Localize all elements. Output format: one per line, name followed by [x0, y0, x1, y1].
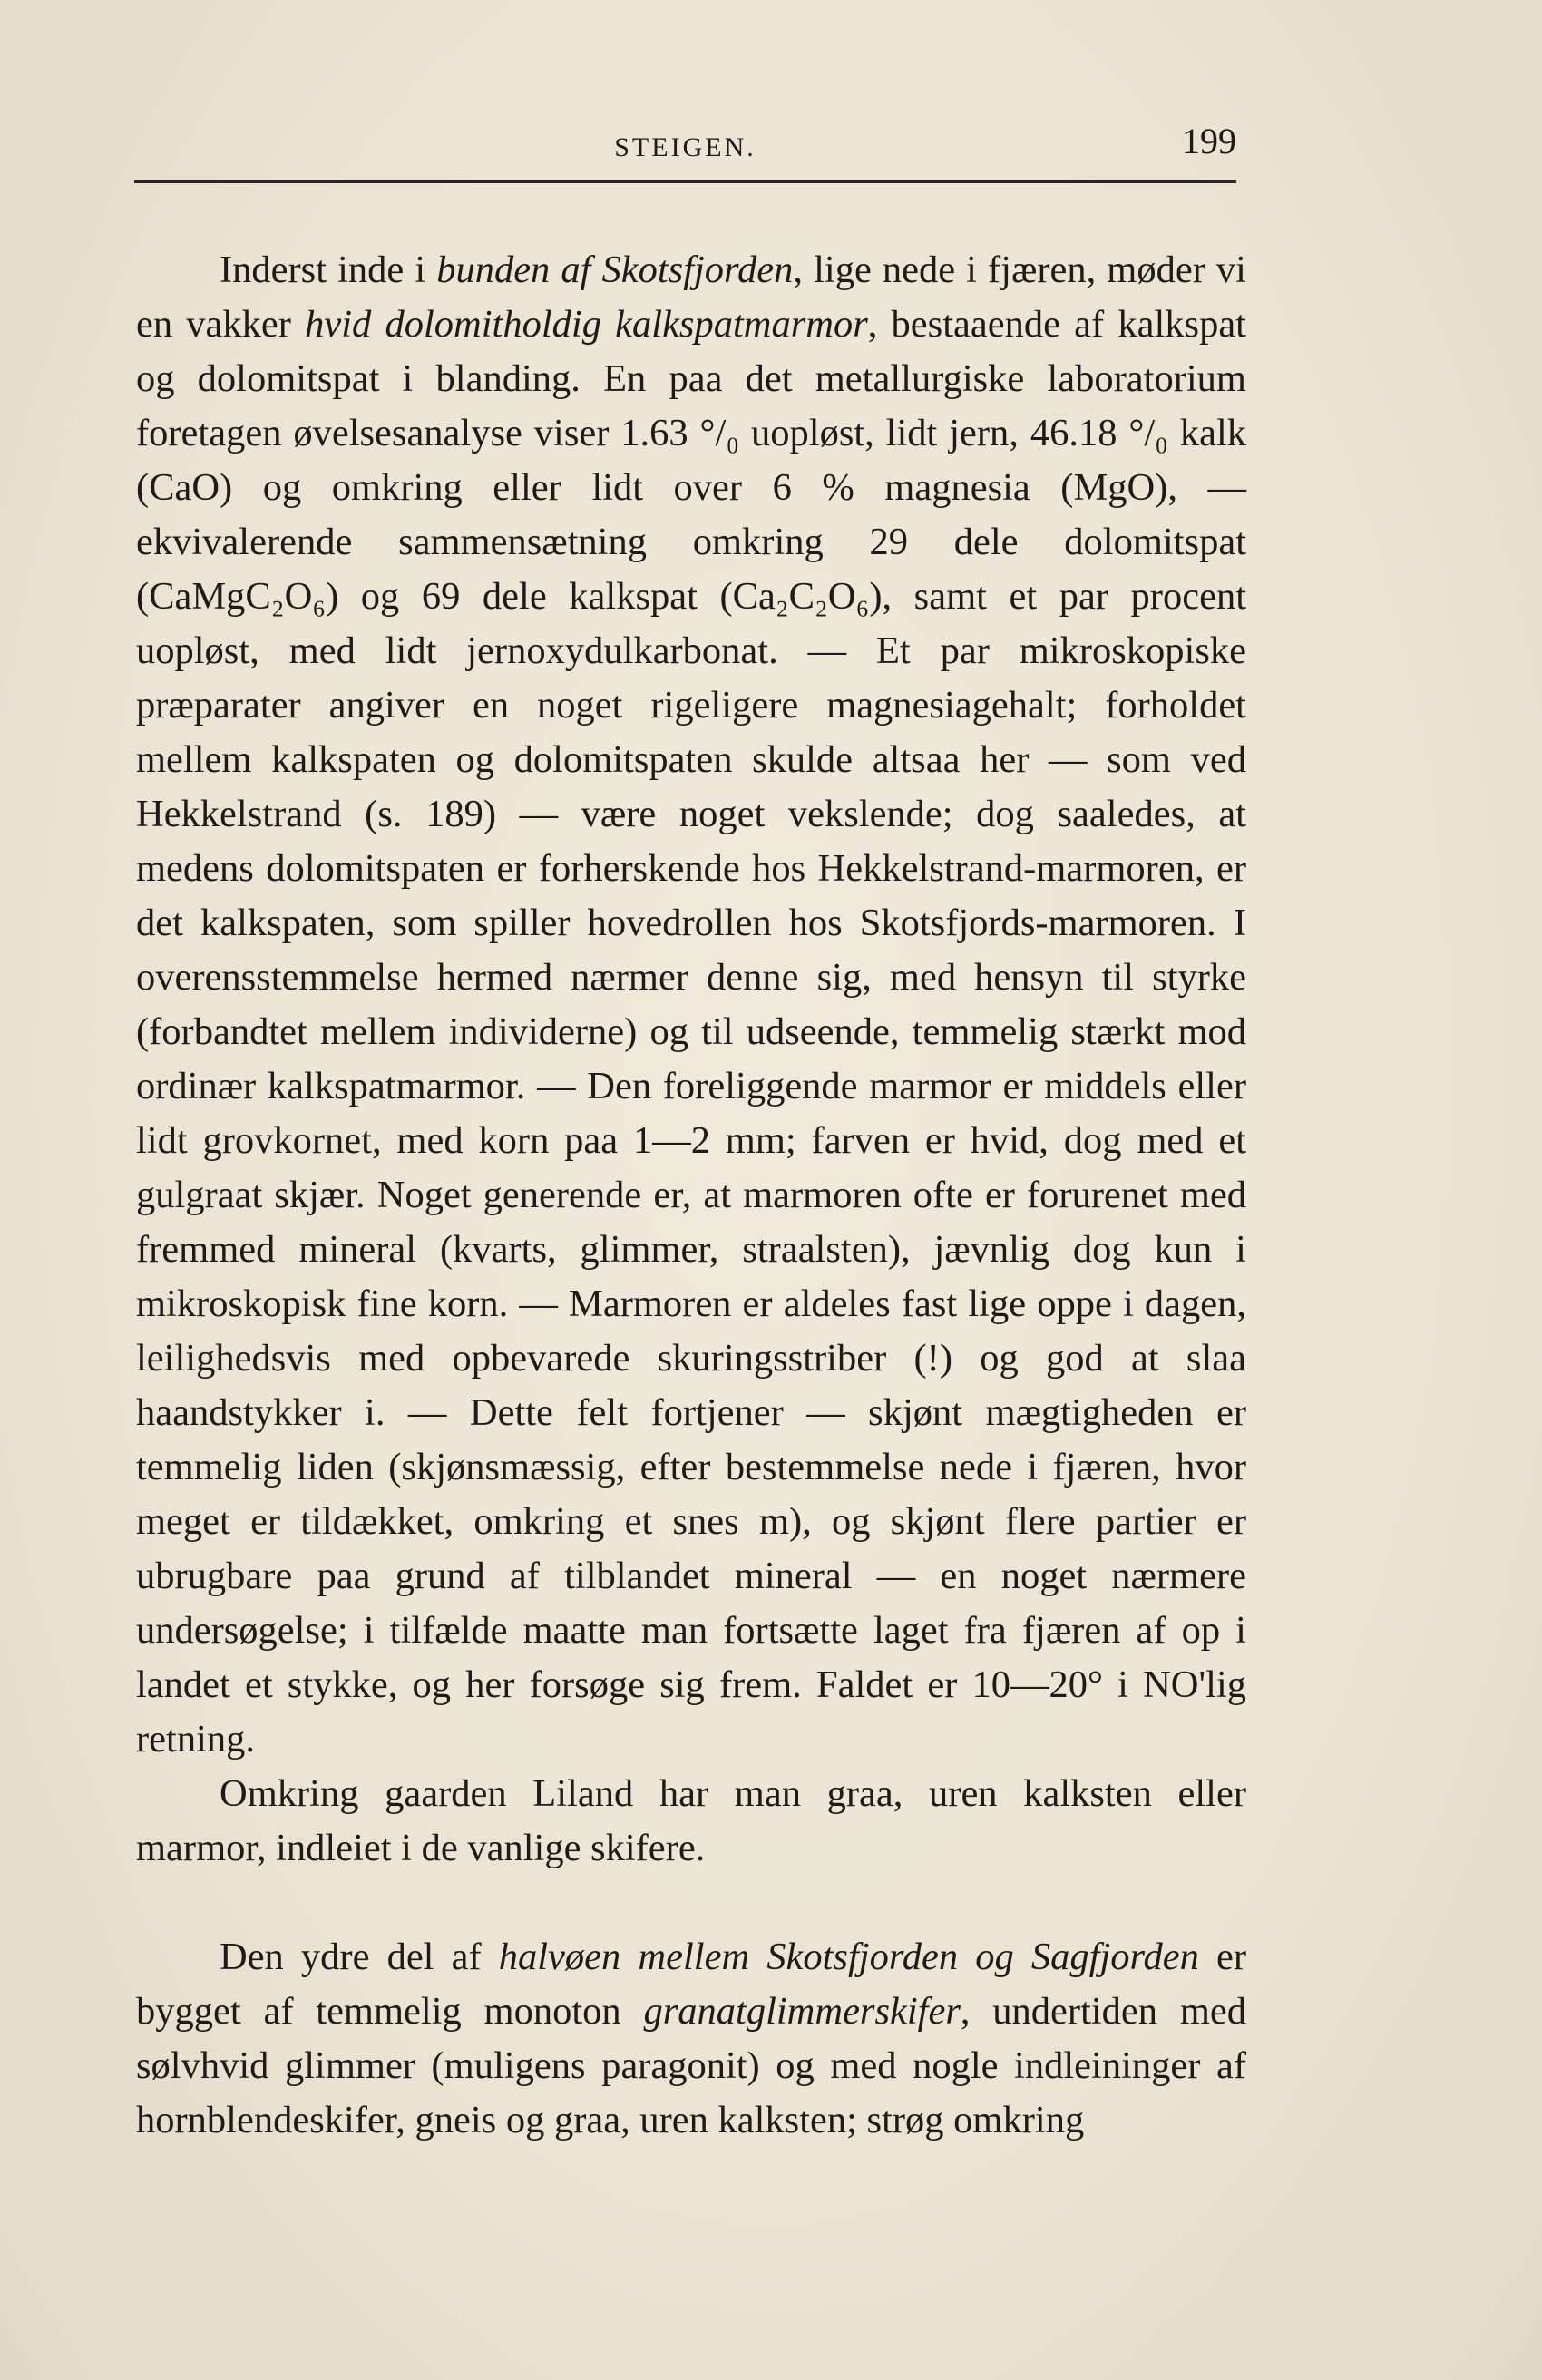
header-rule: [134, 180, 1236, 183]
running-head: STEIGEN.: [614, 132, 756, 162]
text-segment: , bestaaende af kalkspat og dolomitspat i blanding. En paa det metallurgiske laboratorium foretagen øvelsesanalyse viser 1.63 °/₀ uopløst, lidt jern, 46.18 °/₀ kalk (CaO) og omkring eller lidt over 6 % magnesia (MgO), — ekvivalerende sammensætning omkring 29 dele dolomitspat (CaMgC₂O₆) og 69 dele kalkspat (Ca₂C₂O₆), samt et par procent uopløst, med lidt jernoxydulkarbonat. — Et par mikroskopiske præparater angiver en noget rigeligere magnesiagehalt; forholdet mellem kalkspaten og dolomitspaten skulde altsaa her — som ved Hekkelstrand (s. 189) — være noget vekslende; dog saaledes, at medens dolomitspaten er forherskende hos Hekkelstrand-marmoren, er det kalkspaten, som spiller hovedrollen hos Skotsfjords-marmoren. I overensstemmelse hermed nærmer denne sig, med hensyn til styrke (forbandtet mellem individerne) og til udseende, temmelig stærkt mod ordinær kalkspatmarmor. — Den foreliggende marmor er middels eller lidt grovkornet, med korn paa 1—2 mm; farven er hvid, dog med et gulgraat skjær. Noget generende er, at marmoren ofte er forurenet med fremmed mineral (kvarts, glimmer, straalsten), jævnlig dog kun i mikroskopisk fine korn. — Marmoren er aldeles fast lige oppe i dagen, leilighedsvis med opbevarede skuringsstriber (!) og god at slaa haandstykker i. — Dette felt fortjener — skjønt mægtigheden er temmelig liden (skjønsmæssig, efter bestemmelse nede i fjæren, hvor meget er tildækket, omkring et snes m), og skjønt flere partier er ubrugbare paa grund af tilblandet mineral — en noget nærmere undersøgelse; i tilfælde maatte man fortsætte laget fra fjæren af op i landet et stykke, og her forsøge sig frem. Faldet er 10—20° i NO'lig retning.: [136, 303, 1246, 1761]
italic-segment: hvid dolomitholdig kalkspatmarmor: [305, 303, 868, 346]
text-segment: Omkring gaarden Liland har man graa, uren kalksten eller marmor, indleiet i de vanlige skifere.: [136, 1772, 1246, 1869]
text-segment: er bygget af temmelig monoton: [136, 1936, 1246, 2033]
paragraph: [136, 1767, 1246, 1876]
italic-segment: granatglimmerskifer: [643, 1990, 961, 2033]
text-segment: Den ydre del af: [220, 1936, 499, 1978]
page-number: 199: [1182, 121, 1236, 161]
text-segment: , lige nede i fjæren, møder vi en vakker: [136, 249, 1246, 346]
text-segment: Inderst inde i: [220, 249, 437, 291]
body-text: [136, 243, 1246, 2148]
page-header: [134, 107, 1236, 183]
paragraph: [136, 243, 1246, 1767]
paragraph: [136, 1930, 1246, 2148]
text-segment: , undertiden med sølvhvid glimmer (muligens paragonit) og med nogle indleininger af hornblendeskifer, gneis og graa, uren kalksten; strøg omkring: [136, 1990, 1247, 2141]
italic-segment: halvøen mellem Skotsfjorden og Sagfjorden: [498, 1936, 1199, 1978]
italic-segment: bunden af Skotsfjorden: [436, 249, 794, 291]
